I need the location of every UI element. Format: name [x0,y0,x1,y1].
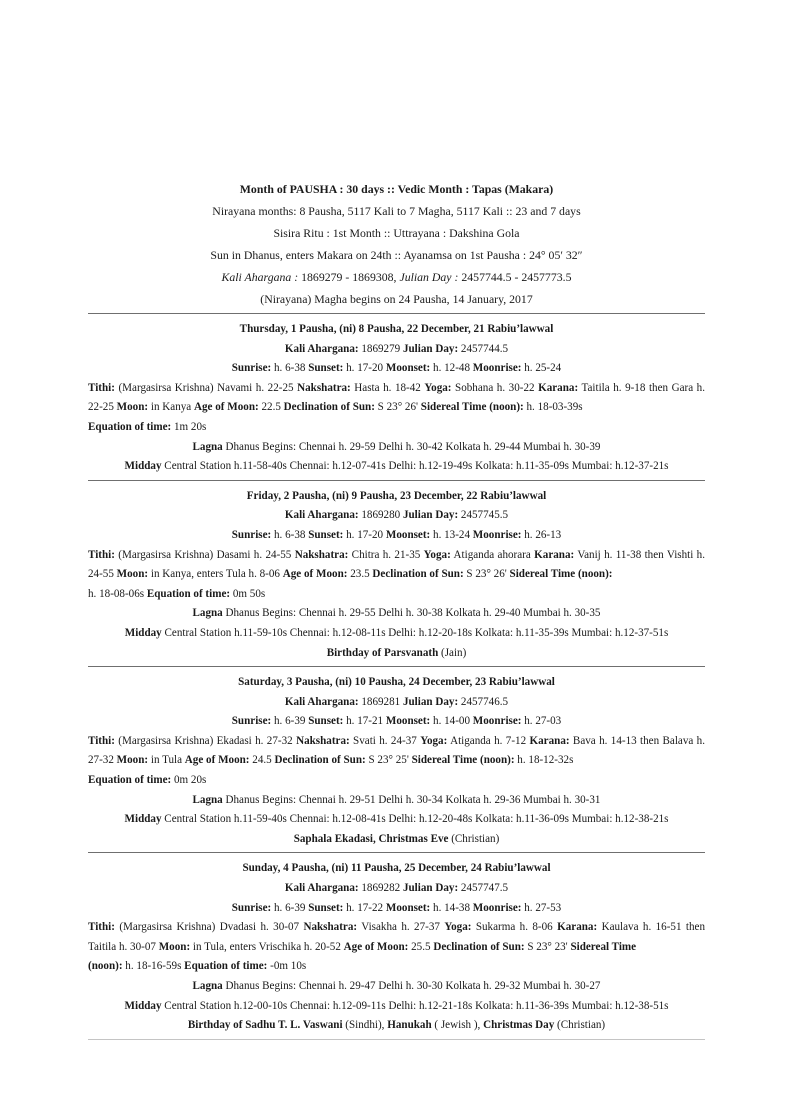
divider [88,1039,705,1040]
festival-name: Christmas Day [483,1019,555,1032]
moonrise-label: Moonrise: [472,715,522,728]
moon-value: in Tula [148,754,185,767]
sidereal-value: h. 18-03-39s [523,401,583,414]
sunset-value: h. 17-21 [343,715,386,728]
kali-label: Kali Ahargana: [284,695,359,708]
sidereal-value: h. 18-12-32s [514,754,574,767]
nakshatra-value: Hasta h. 18-42 [350,381,425,394]
moon-label: Moon: [116,568,149,581]
julian-range-label: Julian Day : [399,270,459,284]
moonrise-label: Moonrise: [472,528,522,541]
lagna-label: Lagna [192,440,223,453]
day-title: Thursday, 1 Pausha, (ni) 8 Pausha, 22 December, 21 Rabiu’lawwal [239,323,554,335]
sunset-value: h. 17-20 [343,528,386,541]
kali-range-label: Kali Ahargana : [221,270,299,284]
moonrise-value: h. 26-13 [521,528,562,541]
festival-note: (Jain) [438,646,467,659]
festival-note: (Christian) [554,1019,606,1032]
age-of-moon-value: 25.5 [408,940,434,953]
equation-label: Equation of time: [146,587,231,600]
moon-value: in Tula, enters Vrischika h. 20-52 [190,940,344,953]
kali-value: 1869280 [358,509,403,522]
moonrise-label: Moonrise: [472,362,522,375]
tithi-value: (Margasirsa Krishna) Dvadasi h. 30-07 [114,921,304,934]
moon-label: Moon: [116,754,149,767]
sun-ayanamsa-line: Sun in Dhanus, enters Makara on 24th :: Ayanamsa on 1st Pausha : 24° 05′ 32″ [210,248,583,262]
lagna-line [88,438,705,458]
karana-label: Karana: [529,734,570,747]
lagna-line [88,604,705,624]
nakshatra-label: Nakshatra: [297,381,351,394]
lagna-value: Dhanus Begins: Chennai h. 29-51 Delhi h. 30-34 Kolkata h. 29-36 Mumbai h. 30-31 [222,793,601,806]
moon-value: in Kanya [148,401,194,414]
declination-value: S 23° 23' [524,940,571,953]
sunrise-value: h. 6-39 [271,901,309,914]
panchanga-paragraph [88,546,705,605]
declination-label: Declination of Sun: [433,940,525,953]
divider [88,666,705,667]
moonset-value: h. 13-24 [430,528,473,541]
day-title: Saturday, 3 Pausha, (ni) 10 Pausha, 24 December, 23 Rabiu’lawwal [238,676,555,689]
panchanga-paragraph [88,379,705,438]
midday-value: Central Station h.11-59-40s Chennai: h.12-08-41s Delhi: h.12-20-48s Kolkata: h.11-36-09s Mumbai: h.12-38-21s [161,813,669,826]
panchanga-paragraph [88,918,705,977]
nakshatra-label: Nakshatra: [303,921,358,934]
yoga-label: Yoga: [423,548,451,561]
tithi-value: (Margasirsa Krishna) Dasami h. 24-55 [114,548,295,561]
lagna-label: Lagna [192,607,223,620]
rise-set-line [88,526,705,546]
age-of-moon-value: 24.5 [249,754,275,767]
month-title: Month of PAUSHA : 30 days :: Vedic Month : Tapas (Makara) [239,182,554,196]
moon-label: Moon: [116,401,149,414]
lagna-line [88,977,705,997]
lagna-label: Lagna [192,980,223,992]
kali-range-value: 1869279 - 1869308, [298,270,400,284]
kali-value: 1869279 [358,342,403,355]
karana-label: Karana: [557,921,598,934]
divider [88,480,705,481]
karana-label: Karana: [538,381,579,394]
moonrise-label: Moonrise: [472,901,522,914]
sunrise-value: h. 6-38 [271,528,309,541]
julian-value: 2457744.5 [458,342,509,355]
festival-name: Birthday of Sadhu T. L. Vaswani [187,1019,343,1032]
tithi-label: Tithi: [88,548,115,561]
festival-line [88,644,705,664]
karana-value: Kaulava h. 16-51 then Taitila h. 30-07 [88,921,705,953]
sunset-label: Sunset: [308,528,344,541]
age-of-moon-label: Age of Moon: [343,940,409,953]
lagna-value: Dhanus Begins: Chennai h. 29-47 Delhi h. 30-30 Kolkata h. 29-32 Mumbai h. 30-27 [222,980,601,992]
moonrise-value: h. 27-53 [521,901,562,914]
equation-label: Equation of time: [88,774,172,787]
age-of-moon-label: Age of Moon: [282,568,348,581]
yoga-value: Atiganda h. 7-12 [447,734,530,747]
moonset-value: h. 14-38 [430,901,473,914]
karana-value: Bava h. 14-13 then Balava h. 27-32 [88,734,705,767]
julian-label: Julian Day: [402,695,459,708]
equation-value: 0m 50s [230,587,266,600]
sidereal-label: Sidereal Time (noon): [509,568,613,581]
festival-note: (Christian) [448,832,500,845]
midday-line [88,624,705,644]
panchanga-paragraph [88,732,705,791]
festival-note: ( Jewish ), [431,1019,484,1032]
sunrise-value: h. 6-39 [271,715,309,728]
moon-value: in Kanya, enters Tula h. 8-06 [148,568,283,581]
day-title: Friday, 2 Pausha, (ni) 9 Pausha, 23 December, 22 Rabiu’lawwal [246,489,547,502]
ahargana-line [88,340,705,360]
yoga-value: Sukarma h. 8-06 [471,921,558,934]
nirayana-months: Nirayana months: 8 Pausha, 5117 Kali to 7 Magha, 5117 Kali :: 23 and 7 days [212,204,581,218]
nakshatra-label: Nakshatra: [296,734,350,747]
midday-label: Midday [124,460,162,473]
yoga-value: Atiganda ahorara [450,548,535,561]
sidereal-label-b: (noon): [88,960,123,973]
equation-label: Equation of time: [88,420,172,433]
sunrise-label: Sunrise: [231,901,272,914]
sunrise-label: Sunrise: [231,715,272,728]
almanac-page [88,178,705,1046]
festival-note: (Sindhi), [342,1019,388,1032]
sunset-label: Sunset: [308,362,344,375]
sidereal-label: Sidereal Time (noon): [420,401,524,414]
declination-label: Declination of Sun: [274,754,366,767]
moonrise-value: h. 27-03 [521,715,562,728]
sunset-label: Sunset: [308,715,344,728]
tithi-value: (Margasirsa Krishna) Ekadasi h. 27-32 [114,734,297,747]
declination-value: S 23° 26' [374,401,421,414]
equation-label: Equation of time: [184,960,268,973]
midday-line [88,997,705,1017]
sidereal-label: Sidereal Time (noon): [411,754,515,767]
yoga-label: Yoga: [444,921,472,934]
midday-value: Central Station h.12-00-10s Chennai: h.12-09-11s Delhi: h.12-21-18s Kolkata: h.11-36-39s Mumbai: h.12-38-51s [161,999,669,1012]
midday-value: Central Station h.11-58-40s Chennai: h.12-07-41s Delhi: h.12-19-49s Kolkata: h.11-35-09s Mumbai: h.12-37-21s [161,460,669,473]
age-of-moon-label: Age of Moon: [194,401,259,414]
midday-value: Central Station h.11-59-10s Chennai: h.12-08-11s Delhi: h.12-20-18s Kolkata: h.11-35-39s Mumbai: h.12-37-51s [161,626,669,639]
sidereal-value: h. 18-08-06s [88,587,147,600]
midday-line [88,457,705,477]
julian-value: 2457745.5 [458,509,509,522]
kali-value: 1869281 [358,695,403,708]
julian-value: 2457747.5 [458,882,509,895]
tithi-label: Tithi: [88,734,115,747]
declination-value: S 23° 26' [463,568,510,581]
yoga-label: Yoga: [420,734,448,747]
sidereal-label-a: Sidereal Time [570,940,637,953]
ritu-line: Sisira Ritu : 1st Month :: Uttrayana : Dakshina Gola [273,226,520,240]
lagna-value: Dhanus Begins: Chennai h. 29-55 Delhi h. 30-38 Kolkata h. 29-40 Mumbai h. 30-35 [222,607,601,620]
ahargana-line [88,879,705,899]
day-entry [88,487,705,663]
ahargana-range [88,266,705,288]
lagna-value: Dhanus Begins: Chennai h. 29-59 Delhi h. 30-42 Kolkata h. 29-44 Mumbai h. 30-39 [222,440,601,453]
nakshatra-value: Visakha h. 27-37 [357,921,445,934]
divider [88,313,705,314]
nakshatra-label: Nakshatra: [294,548,349,561]
magha-begins: (Nirayana) Magha begins on 24 Pausha, 14 January, 2017 [260,292,533,306]
declination-value: S 23° 25' [365,754,412,767]
declination-label: Declination of Sun: [283,401,375,414]
festival-line [88,830,705,850]
sunset-label: Sunset: [308,901,344,914]
midday-label: Midday [124,813,162,826]
tithi-label: Tithi: [88,381,115,394]
julian-value: 2457746.5 [458,695,509,708]
julian-label: Julian Day: [402,342,459,355]
lagna-label: Lagna [192,793,223,806]
tithi-label: Tithi: [88,921,115,934]
moonset-label: Moonset: [385,528,431,541]
ahargana-line [88,693,705,713]
moonset-value: h. 12-48 [430,362,473,375]
sunrise-label: Sunrise: [231,528,272,541]
sunrise-label: Sunrise: [231,362,272,375]
sunrise-value: h. 6-38 [271,362,309,375]
kali-label: Kali Ahargana: [284,509,359,522]
age-of-moon-label: Age of Moon: [184,754,250,767]
kali-label: Kali Ahargana: [284,342,359,355]
sunset-value: h. 17-20 [343,362,386,375]
karana-value: Vanij h. 11-38 then Vishti h. 24-55 [88,548,705,581]
ahargana-line [88,506,705,526]
equation-value: 0m 20s [171,774,207,787]
karana-value: Taitila h. 9-18 then Gara h. 22-25 [88,381,706,414]
equation-value: 1m 20s [171,420,207,433]
moonset-label: Moonset: [385,901,431,914]
midday-label: Midday [124,626,162,639]
moonset-label: Moonset: [385,715,431,728]
declination-label: Declination of Sun: [372,568,464,581]
yoga-value: Sobhana h. 30-22 [451,381,539,394]
nakshatra-value: Svati h. 24-37 [349,734,421,747]
rise-set-line [88,359,705,379]
sunset-value: h. 17-22 [343,901,386,914]
julian-label: Julian Day: [402,509,459,522]
karana-label: Karana: [534,548,575,561]
julian-label: Julian Day: [402,882,459,895]
nakshatra-value: Chitra h. 21-35 [348,548,424,561]
julian-range-value: 2457744.5 - 2457773.5 [458,270,572,284]
lagna-line [88,791,705,811]
moonrise-value: h. 25-24 [521,362,562,375]
sidereal-value: h. 18-16-59s [122,960,185,973]
midday-label: Midday [124,999,162,1012]
kali-value: 1869282 [358,882,403,895]
age-of-moon-value: 22.5 [258,401,284,414]
day-entry [88,673,705,849]
day-entry [88,320,705,477]
day-entry [88,859,705,1035]
equation-value: -0m 10s [267,960,307,973]
festival-name: Saphala Ekadasi, Christmas Eve [293,832,449,845]
moonset-label: Moonset: [385,362,431,375]
moon-label: Moon: [158,940,191,953]
month-header [88,178,705,310]
midday-line [88,810,705,830]
festival-name: Birthday of Parsvanath [326,646,439,659]
tithi-value: (Margasirsa Krishna) Navami h. 22-25 [114,381,298,394]
age-of-moon-value: 23.5 [347,568,373,581]
festival-line [88,1016,705,1036]
kali-label: Kali Ahargana: [284,882,359,895]
yoga-label: Yoga: [424,381,452,394]
divider [88,852,705,853]
festival-name: Hanukah [387,1019,432,1032]
rise-set-line [88,712,705,732]
moonset-value: h. 14-00 [430,715,473,728]
day-title: Sunday, 4 Pausha, (ni) 11 Pausha, 25 December, 24 Rabiu’lawwal [242,862,551,875]
rise-set-line [88,899,705,919]
